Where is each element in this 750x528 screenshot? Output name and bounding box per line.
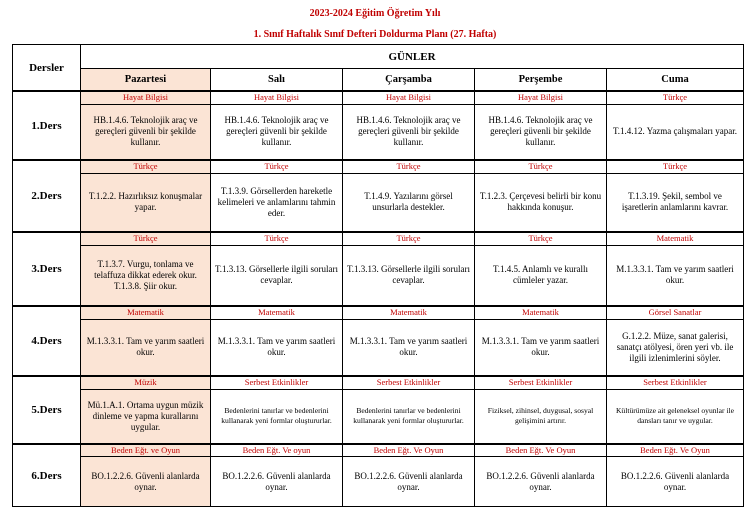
ders4-pazartesi-objective: M.1.3.3.1. Tam ve yarım saatleri okur. bbox=[81, 319, 211, 376]
ders4-carsamba-objective: M.1.3.3.1. Tam ve yarım saatleri okur. bbox=[343, 319, 475, 376]
ders6-cuma-subject: Beden Eğt. Ve Oyun bbox=[607, 444, 744, 457]
lesson-2-subject-row bbox=[13, 160, 744, 173]
ders5-cuma-subject: Serbest Etkinlikler bbox=[607, 376, 744, 389]
lesson-4-subject-row bbox=[13, 306, 744, 319]
ders5-sali-objective: Bedenlerini tanırlar ve bedenlerini kullanarak yeni formlar oluştururlar. bbox=[211, 389, 343, 444]
lesson-5-content-row bbox=[13, 389, 744, 444]
lessons-column-header: Dersler bbox=[13, 45, 81, 92]
ders5-persembe-objective: Fiziksel, zihinsel, duygusal, sosyal gelişimini artırır. bbox=[475, 389, 607, 444]
ders3-cuma-objective: M.1.3.3.1. Tam ve yarım saatleri okur. bbox=[607, 245, 744, 306]
ders2-pazartesi-objective: T.1.2.2. Hazırlıksız konuşmalar yapar. bbox=[81, 173, 211, 232]
ders6-pazartesi-subject: Beden Eğt. ve Oyun bbox=[81, 444, 211, 457]
ders2-pazartesi-subject: Türkçe bbox=[81, 160, 211, 173]
ders4-cuma-subject: Görsel Sanatlar bbox=[607, 306, 744, 319]
ders6-carsamba-subject: Beden Eğt. Ve Oyun bbox=[343, 444, 475, 457]
ders4-carsamba-subject: Matematik bbox=[343, 306, 475, 319]
ders3-carsamba-subject: Türkçe bbox=[343, 232, 475, 245]
ders4-cuma-objective: G.1.2.2. Müze, sanat galerisi, sanatçı atölyesi, ören yeri vb. ile ilgili izlenimlerini söyler. bbox=[607, 319, 744, 376]
ders3-sali-subject: Türkçe bbox=[211, 232, 343, 245]
ders2-cuma-subject: Türkçe bbox=[607, 160, 744, 173]
ders3-persembe-subject: Türkçe bbox=[475, 232, 607, 245]
ders6-sali-objective: BO.1.2.2.6. Güvenli alanlarda oynar. bbox=[211, 457, 343, 507]
document-title-plan: 1. Sınıf Haftalık Sınıf Defteri Doldurma Planı (27. Hafta) bbox=[253, 29, 497, 40]
lesson-label-4: 4.Ders bbox=[13, 306, 81, 376]
ders6-persembe-objective: BO.1.2.2.6. Güvenli alanlarda oynar. bbox=[475, 457, 607, 507]
lesson-label-3: 3.Ders bbox=[13, 232, 81, 306]
ders1-persembe-subject: Hayat Bilgisi bbox=[475, 91, 607, 104]
ders2-carsamba-objective: T.1.4.9. Yazılarını görsel unsurlarla destekler. bbox=[343, 173, 475, 232]
ders1-pazartesi-subject: Hayat Bilgisi bbox=[81, 91, 211, 104]
ders6-cuma-objective: BO.1.2.2.6. Güvenli alanlarda oynar. bbox=[607, 457, 744, 507]
ders3-persembe-objective: T.1.4.5. Anlamlı ve kurallı cümleler yazar. bbox=[475, 245, 607, 306]
day-header-cuma: Cuma bbox=[607, 69, 744, 92]
ders3-pazartesi-objective: T.1.3.7. Vurgu, tonlama ve telaffuza dikkat ederek okur. T.1.3.8. Şiir okur. bbox=[81, 245, 211, 306]
ders1-carsamba-objective: HB.1.4.6. Teknolojik araç ve gereçleri güvenli bir şekilde kullanır. bbox=[343, 104, 475, 160]
lesson-2-content-row bbox=[13, 173, 744, 232]
days-group-header: GÜNLER bbox=[81, 45, 744, 69]
ders4-pazartesi-subject: Matematik bbox=[81, 306, 211, 319]
day-header-carsamba: Çarşamba bbox=[343, 69, 475, 92]
ders6-persembe-subject: Beden Eğt. Ve Oyun bbox=[475, 444, 607, 457]
ders3-carsamba-objective: T.1.3.13. Görsellerle ilgili soruları cevaplar. bbox=[343, 245, 475, 306]
ders5-pazartesi-objective: Mü.1.A.1. Ortama uygun müzik dinleme ve yapma kurallarını uygular. bbox=[81, 389, 211, 444]
lesson-label-1: 1.Ders bbox=[13, 91, 81, 160]
ders2-cuma-objective: T.1.3.19. Şekil, sembol ve işaretlerin anlamlarını kavrar. bbox=[607, 173, 744, 232]
day-header-sali: Salı bbox=[211, 69, 343, 92]
ders5-carsamba-objective: Bedenlerini tanırlar ve bedenlerini kullanarak yeni formlar oluştururlar. bbox=[343, 389, 475, 444]
ders1-persembe-objective: HB.1.4.6. Teknolojik araç ve gereçleri güvenli bir şekilde kullanır. bbox=[475, 104, 607, 160]
ders2-sali-subject: Türkçe bbox=[211, 160, 343, 173]
lesson-3-subject-row bbox=[13, 232, 744, 245]
ders3-cuma-subject: Matematik bbox=[607, 232, 744, 245]
ders2-persembe-objective: T.1.2.3. Çerçevesi belirli bir konu hakkında konuşur. bbox=[475, 173, 607, 232]
ders5-cuma-objective: Kültürümüze ait geleneksel oyunlar ile dansları tanır ve uygular. bbox=[607, 389, 744, 444]
ders1-carsamba-subject: Hayat Bilgisi bbox=[343, 91, 475, 104]
ders5-sali-subject: Serbest Etkinlikler bbox=[211, 376, 343, 389]
ders4-sali-objective: M.1.3.3.1. Tam ve yarım saatleri okur. bbox=[211, 319, 343, 376]
lesson-label-6: 6.Ders bbox=[13, 444, 81, 507]
ders2-persembe-subject: Türkçe bbox=[475, 160, 607, 173]
ders3-sali-objective: T.1.3.13. Görsellerle ilgili soruları cevaplar. bbox=[211, 245, 343, 306]
ders4-sali-subject: Matematik bbox=[211, 306, 343, 319]
lesson-4-content-row bbox=[13, 319, 744, 376]
lesson-label-2: 2.Ders bbox=[13, 160, 81, 232]
lesson-label-5: 5.Ders bbox=[13, 376, 81, 444]
document-title-year: 2023-2024 Eğitim Öğretim Yılı bbox=[309, 8, 441, 19]
ders6-carsamba-objective: BO.1.2.2.6. Güvenli alanlarda oynar. bbox=[343, 457, 475, 507]
ders5-persembe-subject: Serbest Etkinlikler bbox=[475, 376, 607, 389]
weekly-plan-table bbox=[12, 44, 744, 507]
lesson-1-subject-row bbox=[13, 91, 744, 104]
lesson-1-content-row bbox=[13, 104, 744, 160]
ders5-carsamba-subject: Serbest Etkinlikler bbox=[343, 376, 475, 389]
day-header-persembe: Perşembe bbox=[475, 69, 607, 92]
ders6-pazartesi-objective: BO.1.2.2.6. Güvenli alanlarda oynar. bbox=[81, 457, 211, 507]
ders1-sali-subject: Hayat Bilgisi bbox=[211, 91, 343, 104]
ders1-cuma-subject: Türkçe bbox=[607, 91, 744, 104]
ders1-cuma-objective: T.1.4.12. Yazma çalışmaları yapar. bbox=[607, 104, 744, 160]
day-header-pazartesi: Pazartesi bbox=[81, 69, 211, 92]
lesson-5-subject-row bbox=[13, 376, 744, 389]
ders4-persembe-objective: M.1.3.3.1. Tam ve yarım saatleri okur. bbox=[475, 319, 607, 376]
ders5-pazartesi-subject: Müzik bbox=[81, 376, 211, 389]
ders2-carsamba-subject: Türkçe bbox=[343, 160, 475, 173]
lesson-6-subject-row bbox=[13, 444, 744, 457]
ders1-sali-objective: HB.1.4.6. Teknolojik araç ve gereçleri güvenli bir şekilde kullanır. bbox=[211, 104, 343, 160]
ders1-pazartesi-objective: HB.1.4.6. Teknolojik araç ve gereçleri güvenli bir şekilde kullanır. bbox=[81, 104, 211, 160]
ders3-pazartesi-subject: Türkçe bbox=[81, 232, 211, 245]
ders6-sali-subject: Beden Eğt. Ve oyun bbox=[211, 444, 343, 457]
lesson-6-content-row bbox=[13, 457, 744, 507]
ders4-persembe-subject: Matematik bbox=[475, 306, 607, 319]
ders2-sali-objective: T.1.3.9. Görsellerden hareketle kelimeleri ve anlamlarını tahmin eder. bbox=[211, 173, 343, 232]
lesson-3-content-row bbox=[13, 245, 744, 306]
